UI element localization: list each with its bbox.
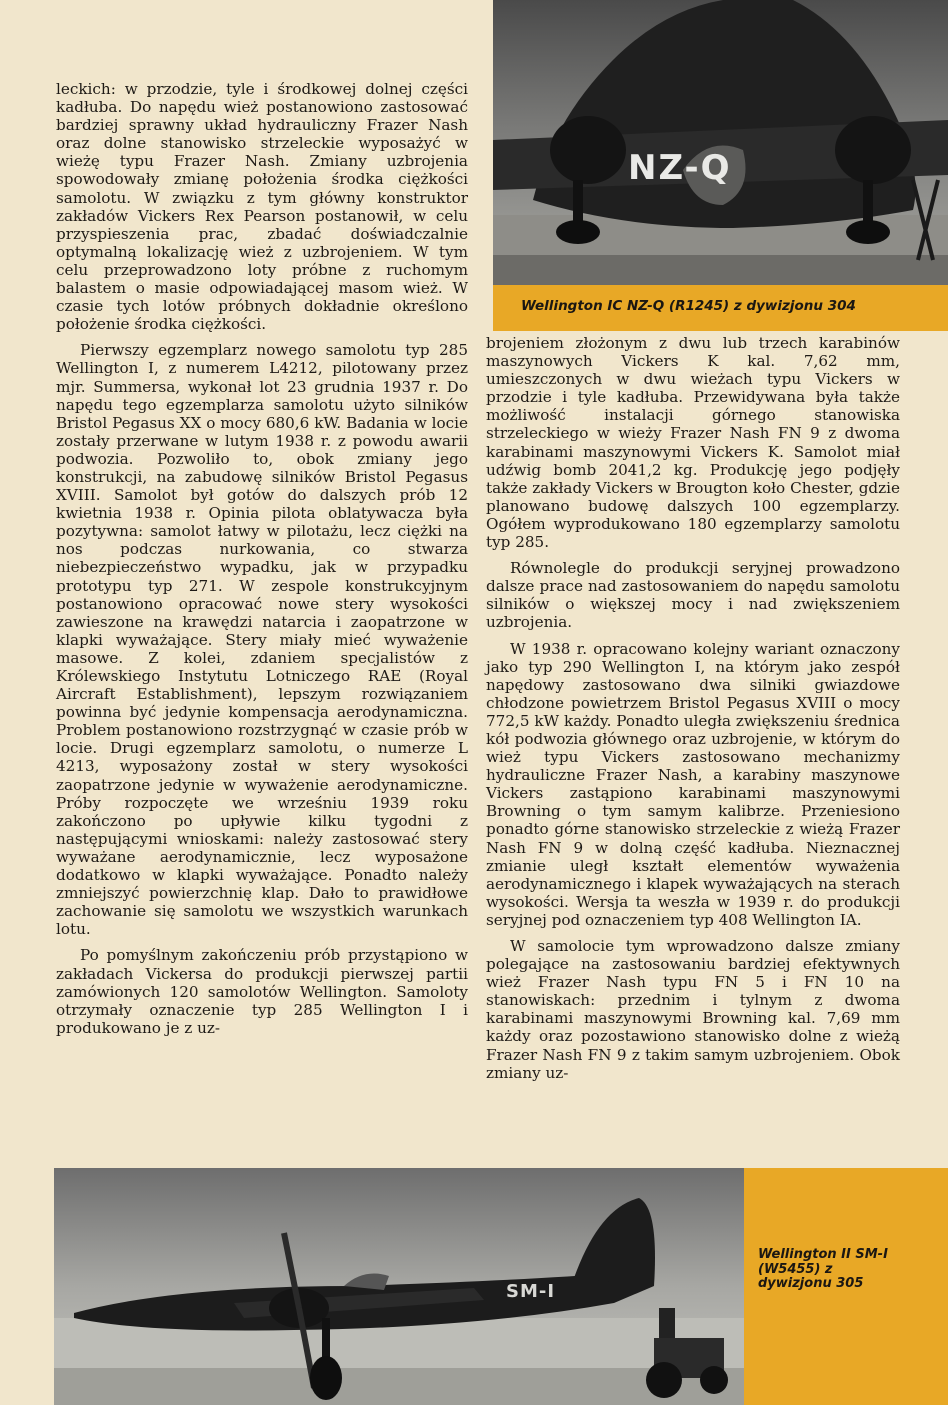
left-text-column: [56, 80, 468, 1037]
bottom-aircraft-photo: [54, 1168, 744, 1405]
right-paragraph: W 1938 r. opracowano kolejny wariant oznaczony jako typ 290 Wellington I, na którym jako zespół napędowy zastosowano dwa silniki gwiazdowe chłodzone powietrzem Bristol Pegasus XVIII o mocy 772,5 kW każdy. Ponadto uległa zwiększeniu średnica kół podwozia głównego oraz uzbrojenie, w którym do wież typu Vickers zastosowano mechanizmy hydrauliczne Frazer Nash, a karabiny maszynowe Vickers zastąpiono karabinami maszynowymi Browning o tym samym kalibrze. Przeniesiono ponadto górne stanowisko strzeleckie z wieżą Frazer Nash FN 9 w dolną część kadłuba. Nieznacznej zmianie uległ kształt elementów wyważenia aerodynamicznego i klapek wyważających na sterach wysokości. Wersja ta weszła w 1939 r. do produkcji seryjnej pod oznaczeniem typ 408 Wellington IA.: [486, 639, 900, 929]
right-paragraph: W samolocie tym wprowadzono dalsze zmiany polegające na zastosowaniu bardziej efektywnych wież Frazer Nash typu FN 5 i FN 10 na stanowiskach: przednim i tylnym z dwoma karabinami maszynowymi Browning kal. 7,69 mm każdy oraz pozostawiono stanowisko dolne z wieżą Frazer Nash FN 9 z takim samym uzbrojeniem. Obok zmiany uz-: [486, 937, 900, 1082]
right-paragraph: Równolegle do produkcji seryjnej prowadzono dalsze prace nad zastosowaniem do napędu samolotu silników o większej mocy i nad zwiększeniem uzbrojenia.: [486, 559, 900, 632]
left-paragraph: Po pomyślnym zakończeniu prób przystąpiono w zakładach Vickersa do produkcji pierwszej partii zamówionych 120 samolotów Wellington. Samoloty otrzymały oznaczenie typ 285 Wellington I i produkowano je z uz-: [56, 946, 468, 1037]
top-aircraft-marking: NZ-Q: [628, 148, 732, 188]
top-photo-caption: Wellington IC NZ-Q (R1245) z dywizjonu 304: [521, 298, 856, 314]
bottom-photo-caption-box: [744, 1168, 948, 1405]
top-photo-caption-box: [493, 285, 948, 331]
left-paragraph: leckich: w przodzie, tyle i środkowej dolnej części kadłuba. Do napędu wież postanowiono zastosować bardziej sprawny układ hydrauliczny Frazer Nash oraz dolne stanowisko strzeleckie wyposażyć w wieżę typu Frazer Nash. Zmiany uzbrojenia spowodowały zmianę położenia środka ciężkości samolotu. W związku z tym główny konstruktor zakładów Vickers Rex Pearson postanowił, w celu przyspieszenia prac, zbadać doświadczalnie optymalną lokalizację wież z uzbrojeniem. W tym celu przeprowadzono loty próbne z ruchomym balastem o masie odpowiadającej masom wież. W czasie tych lotów próbnych dokładnie określono położenie środka ciężkości.: [56, 80, 468, 334]
right-text-column: [486, 334, 900, 1082]
left-paragraph: Pierwszy egzemplarz nowego samolotu typ 285 Wellington I, z numerem L4212, pilotowany przez mjr. Summersa, wykonał lot 23 grudnia 1937 r. Do napędu tego egzemplarza samolotu użyto silników Bristol Pegasus XX o mocy 680,6 kW. Badania w locie zostały przerwane w lutym 1938 r. z powodu awarii podwozia. Pozwoliło to, obok zmiany jego konstrukcji, na zabudowę silników Bristol Pegasus XVIII. Samolot był gotów do dalszych prób 12 kwietnia 1938 r. Opinia pilota oblatywacza była pozytywna: samolot łatwy w pilotażu, lecz ciężki na nos podczas nurkowania, co stwarza niebezpieczeństwo wypadku, jak w przypadku prototypu typ 271. W zespole konstrukcyjnym postanowiono opracować nowe stery wysokości zawieszone na krawędzi natarcia i zaopatrzone w klapki wyważające. Stery miały mieć wyważenie masowe. Z kolei, zdaniem specjalistów z Królewskiego Instytutu Lotniczego RAE (Royal Aircraft Establishment), lepszym rozwiązaniem powinna być jedynie kompensacja aerodynamiczna. Problem postanowiono rozstrzygnąć w czasie prób w locie. Drugi egzemplarz samolotu, o numerze L 4213, wyposażony został w stery wysokości zaopatrzone jedynie w wyważenie aerodynamiczne. Próby rozpoczęte we wrześniu 1939 roku zakończono po upływie kilku tygodni z następującymi wnioskami: należy zastosować stery wyważane aerodynamicznie, lecz wyposażone dodatkowo w klapki wyważające. Ponadto należy zmniejszyć powierzchnię klap. Dało to prawidłowe zachowanie się samolotu we wszystkich warunkach lotu.: [56, 341, 468, 939]
top-aircraft-photo: [493, 0, 948, 285]
bottom-photo-caption: Wellington II SM-I (W5455) z dywizjonu 305: [758, 1247, 888, 1291]
right-paragraph: brojeniem złożonym z dwu lub trzech karabinów maszynowych Vickers K kal. 7,62 mm, umieszczonych w dwu wieżach typu Vickers w przodzie i tyle kadłuba. Przewidywana była także możliwość instalacji górnego stanowiska strzeleckiego w wieży Frazer Nash FN 9 z dwoma karabinami maszynowymi Vickers K. Samolot miał udźwig bomb 2041,2 kg. Produkcję jego podjęły także zakłady Vickers w Brougton koło Chester, gdzie planowano budowę dalszych 100 egzemplarzy. Ogółem wyprodukowano 180 egzemplarzy samolotu typ 285.: [486, 334, 900, 552]
bottom-aircraft-marking: SM-I: [506, 1281, 556, 1302]
